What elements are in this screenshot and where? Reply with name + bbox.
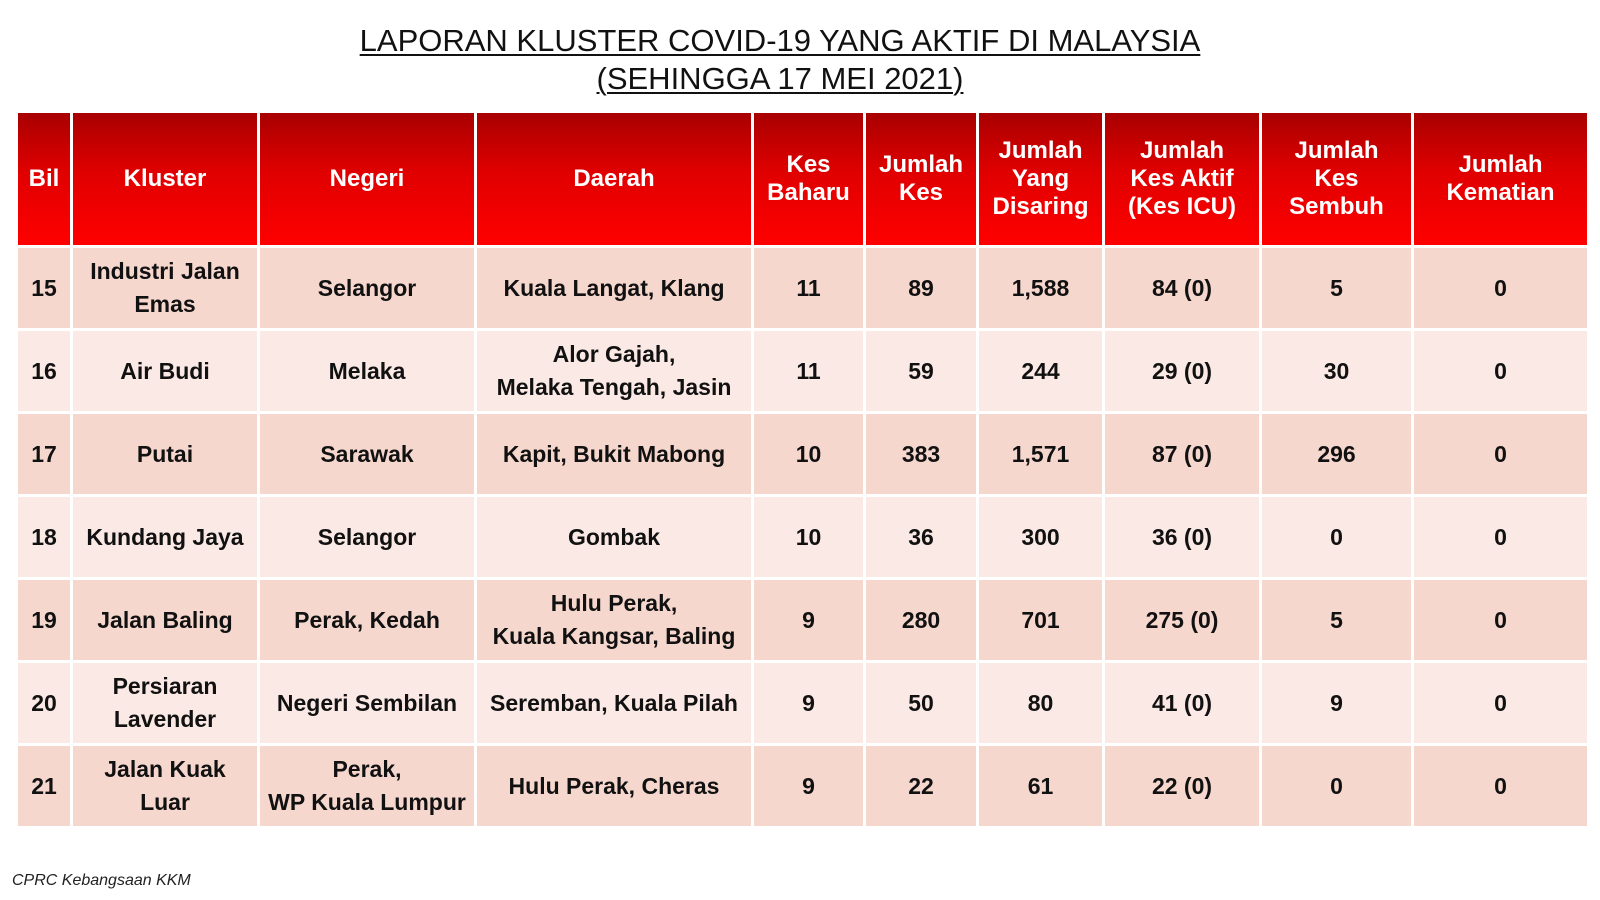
cell-bil: 20 [18,663,70,743]
cell-jumlah-kematian: 0 [1414,580,1587,660]
table-row [18,414,1587,494]
cell-jumlah-yang-disaring: 1,588 [979,248,1102,328]
cell-jumlah-yang-disaring: 1,571 [979,414,1102,494]
source-footnote: CPRC Kebangsaan KKM [12,872,191,889]
cell-negeri: Melaka [260,331,474,411]
cell-kluster: Jalan Kuak Luar [73,746,257,826]
cell-jumlah-kematian: 0 [1414,746,1587,826]
cell-daerah: Alor Gajah, Melaka Tengah, Jasin [477,331,751,411]
cell-kluster: Jalan Baling [73,580,257,660]
cell-jumlah-kes-aktif: 87 (0) [1105,414,1259,494]
cell-jumlah-yang-disaring: 61 [979,746,1102,826]
cell-jumlah-kes: 383 [866,414,976,494]
cell-jumlah-yang-disaring: 300 [979,497,1102,577]
cell-kes-baharu: 10 [754,414,863,494]
cell-jumlah-kes-sembuh: 0 [1262,746,1411,826]
table-row [18,663,1587,743]
cell-negeri: Sarawak [260,414,474,494]
cell-jumlah-kes-aktif: 84 (0) [1105,248,1259,328]
cell-jumlah-yang-disaring: 80 [979,663,1102,743]
cell-jumlah-kes: 280 [866,580,976,660]
cell-jumlah-kes-aktif: 22 (0) [1105,746,1259,826]
column-header-jumlah-kes-aktif: Jumlah Kes Aktif (Kes ICU) [1105,113,1259,245]
cell-kluster: Air Budi [73,331,257,411]
cell-kes-baharu: 9 [754,663,863,743]
cell-jumlah-kes-aktif: 29 (0) [1105,331,1259,411]
cell-bil: 18 [18,497,70,577]
table-row [18,746,1587,826]
column-header-jumlah-kematian: Jumlah Kematian [1414,113,1587,245]
table-row [18,331,1587,411]
cell-jumlah-kes: 36 [866,497,976,577]
report-title-line-1: LAPORAN KLUSTER COVID-19 YANG AKTIF DI MALAYSIA [359,23,1201,58]
cell-jumlah-kes-aktif: 36 (0) [1105,497,1259,577]
cell-bil: 16 [18,331,70,411]
column-header-daerah: Daerah [477,113,751,245]
cell-negeri: Negeri Sembilan [260,663,474,743]
cell-jumlah-yang-disaring: 701 [979,580,1102,660]
cell-negeri: Perak, Kedah [260,580,474,660]
cell-daerah: Hulu Perak, Cheras [477,746,751,826]
cell-kluster: Putai [73,414,257,494]
column-header-negeri: Negeri [260,113,474,245]
cell-jumlah-kes: 89 [866,248,976,328]
cell-kes-baharu: 9 [754,580,863,660]
cell-kes-baharu: 9 [754,746,863,826]
cell-jumlah-kematian: 0 [1414,663,1587,743]
cell-kes-baharu: 11 [754,248,863,328]
cell-jumlah-kematian: 0 [1414,497,1587,577]
table-row [18,248,1587,328]
column-header-kluster: Kluster [73,113,257,245]
column-header-jumlah-kes-sembuh: Jumlah Kes Sembuh [1262,113,1411,245]
cell-jumlah-kes-sembuh: 30 [1262,331,1411,411]
cell-jumlah-kematian: 0 [1414,331,1587,411]
cell-kes-baharu: 10 [754,497,863,577]
cell-jumlah-kes-sembuh: 5 [1262,580,1411,660]
cell-daerah: Hulu Perak, Kuala Kangsar, Baling [477,580,751,660]
cell-jumlah-kes-aktif: 41 (0) [1105,663,1259,743]
cell-negeri: Perak, WP Kuala Lumpur [260,746,474,826]
cell-jumlah-kes: 50 [866,663,976,743]
cell-kluster: Persiaran Lavender [73,663,257,743]
table-header-row [18,113,1587,245]
cell-negeri: Selangor [260,248,474,328]
column-header-kes-baharu: Kes Baharu [754,113,863,245]
cell-jumlah-kes-sembuh: 0 [1262,497,1411,577]
cell-jumlah-kes: 22 [866,746,976,826]
column-header-bil: Bil [18,113,70,245]
report-title-line-2: (SEHINGGA 17 MEI 2021) [596,61,964,96]
cell-jumlah-kematian: 0 [1414,414,1587,494]
cell-bil: 15 [18,248,70,328]
cell-bil: 19 [18,580,70,660]
table-body [18,248,1587,826]
cell-daerah: Kapit, Bukit Mabong [477,414,751,494]
cell-kluster: Industri Jalan Emas [73,248,257,328]
cell-bil: 21 [18,746,70,826]
cell-kes-baharu: 11 [754,331,863,411]
cell-daerah: Seremban, Kuala Pilah [477,663,751,743]
column-header-jumlah-yang-disaring: Jumlah Yang Disaring [979,113,1102,245]
cell-daerah: Gombak [477,497,751,577]
cell-bil: 17 [18,414,70,494]
cell-jumlah-kes-sembuh: 5 [1262,248,1411,328]
report-title [0,22,1560,98]
cell-jumlah-kes-aktif: 275 (0) [1105,580,1259,660]
cell-negeri: Selangor [260,497,474,577]
table-row [18,497,1587,577]
cell-daerah: Kuala Langat, Klang [477,248,751,328]
cell-jumlah-kes-sembuh: 9 [1262,663,1411,743]
column-header-jumlah-kes: Jumlah Kes [866,113,976,245]
cell-jumlah-kes: 59 [866,331,976,411]
cell-jumlah-kematian: 0 [1414,248,1587,328]
cell-jumlah-kes-sembuh: 296 [1262,414,1411,494]
cell-kluster: Kundang Jaya [73,497,257,577]
cluster-table [15,110,1590,829]
cell-jumlah-yang-disaring: 244 [979,331,1102,411]
table-row [18,580,1587,660]
